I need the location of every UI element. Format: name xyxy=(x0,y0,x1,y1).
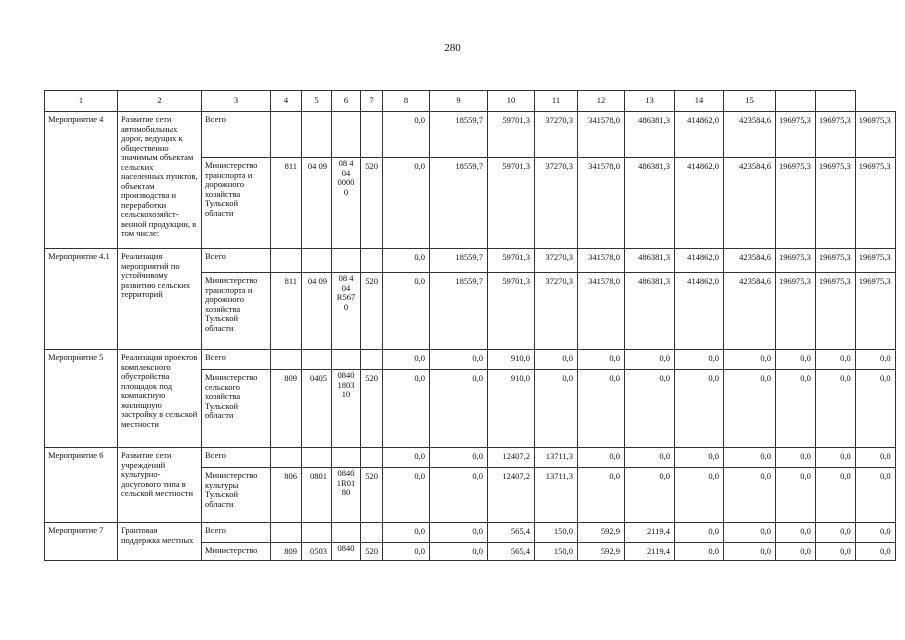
code-cell: 520 xyxy=(361,158,383,249)
table-body xyxy=(45,91,896,561)
value-cell: 0,0 xyxy=(578,468,625,523)
value-cell: 0,0 xyxy=(383,249,430,273)
event-name-cell: Развитие сети учреждений культурно-досугового типа в сельской местности xyxy=(118,448,202,523)
value-cell: 37270,3 xyxy=(535,158,578,249)
table-row xyxy=(45,112,896,158)
header-cell: 8 xyxy=(383,91,430,112)
value-cell: 196975,3 xyxy=(776,273,816,350)
value-cell: 341578,0 xyxy=(578,112,625,158)
value-cell: 414862,0 xyxy=(675,249,724,273)
code-cell xyxy=(332,350,361,370)
value-cell: 0,0 xyxy=(675,523,724,543)
value-cell: 0,0 xyxy=(776,370,816,448)
code-cell: 0801 xyxy=(302,468,332,523)
value-cell: 0,0 xyxy=(855,350,895,370)
value-cell: 196975,3 xyxy=(855,158,895,249)
value-cell: 18559,7 xyxy=(430,273,488,350)
value-cell: 37270,3 xyxy=(535,249,578,273)
header-cell: 11 xyxy=(535,91,578,112)
code-cell xyxy=(361,112,383,158)
header-cell xyxy=(815,91,855,112)
code-cell: 520 xyxy=(361,468,383,523)
code-cell xyxy=(302,249,332,273)
value-cell: 592,9 xyxy=(578,543,625,561)
source-cell: Всего xyxy=(202,112,271,158)
value-cell: 0,0 xyxy=(815,370,855,448)
value-cell: 0,0 xyxy=(776,543,816,561)
source-cell: Всего xyxy=(202,448,271,468)
header-row xyxy=(45,91,896,112)
value-cell: 196975,3 xyxy=(815,112,855,158)
value-cell: 0,0 xyxy=(675,350,724,370)
value-cell: 0,0 xyxy=(675,543,724,561)
value-cell: 0,0 xyxy=(383,158,430,249)
value-cell: 414862,0 xyxy=(675,273,724,350)
value-cell: 0,0 xyxy=(383,112,430,158)
value-cell: 0,0 xyxy=(430,370,488,448)
value-cell: 0,0 xyxy=(675,468,724,523)
value-cell: 0,0 xyxy=(578,370,625,448)
value-cell: 0,0 xyxy=(724,468,776,523)
source-cell: Министерство сельского хозяйства Тульской области xyxy=(202,370,271,448)
code-cell: 0503 xyxy=(302,543,332,561)
value-cell: 2119,4 xyxy=(625,543,675,561)
event-name-cell: Грантовая поддержка местных xyxy=(118,523,202,561)
value-cell: 341578,0 xyxy=(578,249,625,273)
value-cell: 0,0 xyxy=(383,350,430,370)
value-cell: 0,0 xyxy=(625,448,675,468)
value-cell: 0,0 xyxy=(625,350,675,370)
value-cell: 0,0 xyxy=(855,370,895,448)
value-cell: 196975,3 xyxy=(776,249,816,273)
header-cell: 7 xyxy=(361,91,383,112)
value-cell: 0,0 xyxy=(815,350,855,370)
code-cell: 08 4 04 0000 0 xyxy=(332,158,361,249)
value-cell: 150,0 xyxy=(535,543,578,561)
source-cell: Всего xyxy=(202,523,271,543)
value-cell: 0,0 xyxy=(776,523,816,543)
value-cell: 0,0 xyxy=(815,523,855,543)
value-cell: 12407,2 xyxy=(488,468,535,523)
code-cell xyxy=(361,523,383,543)
value-cell: 18559,7 xyxy=(430,158,488,249)
source-cell: Всего xyxy=(202,249,271,273)
source-cell: Министерство транспорта и дорожного хозяйства Тульской области xyxy=(202,158,271,249)
event-cell: Мероприятие 4 xyxy=(45,112,118,249)
source-cell: Министерство культуры Тульской области xyxy=(202,468,271,523)
value-cell: 486381,3 xyxy=(625,273,675,350)
value-cell: 0,0 xyxy=(815,468,855,523)
code-cell: 809 xyxy=(271,543,302,561)
code-cell: 0840 1803 10 xyxy=(332,370,361,448)
value-cell: 0,0 xyxy=(383,468,430,523)
header-cell: 1 xyxy=(45,91,118,112)
value-cell: 341578,0 xyxy=(578,158,625,249)
code-cell xyxy=(332,523,361,543)
value-cell: 565,4 xyxy=(488,523,535,543)
code-cell: 0840 1R01 80 xyxy=(332,468,361,523)
value-cell: 0,0 xyxy=(430,448,488,468)
value-cell: 0,0 xyxy=(675,448,724,468)
value-cell: 196975,3 xyxy=(815,158,855,249)
header-cell: 13 xyxy=(625,91,675,112)
value-cell: 565,4 xyxy=(488,543,535,561)
value-cell: 0,0 xyxy=(855,543,895,561)
value-cell: 0,0 xyxy=(430,350,488,370)
value-cell: 0,0 xyxy=(776,468,816,523)
code-cell: 809 xyxy=(271,370,302,448)
value-cell: 0,0 xyxy=(724,523,776,543)
code-cell: 520 xyxy=(361,543,383,561)
value-cell: 59701,3 xyxy=(488,273,535,350)
value-cell: 59701,3 xyxy=(488,112,535,158)
value-cell: 0,0 xyxy=(535,370,578,448)
value-cell: 423584,6 xyxy=(724,273,776,350)
value-cell: 0,0 xyxy=(625,370,675,448)
value-cell: 18559,7 xyxy=(430,249,488,273)
code-cell xyxy=(302,112,332,158)
table-row xyxy=(45,350,896,370)
value-cell: 196975,3 xyxy=(815,249,855,273)
value-cell: 37270,3 xyxy=(535,112,578,158)
header-cell: 5 xyxy=(302,91,332,112)
header-cell: 15 xyxy=(724,91,776,112)
header-cell: 14 xyxy=(675,91,724,112)
code-cell: 08 4 04 R567 0 xyxy=(332,273,361,350)
value-cell: 196975,3 xyxy=(776,158,816,249)
source-cell: Министерство xyxy=(202,543,271,561)
value-cell: 0,0 xyxy=(383,523,430,543)
value-cell: 0,0 xyxy=(430,468,488,523)
value-cell: 13711,3 xyxy=(535,468,578,523)
value-cell: 0,0 xyxy=(383,543,430,561)
value-cell: 592,9 xyxy=(578,523,625,543)
event-name-cell: Реализация проектов комплексного обустройства площадок под компактную жилищную застройку в сельской местности xyxy=(118,350,202,448)
value-cell: 0,0 xyxy=(625,468,675,523)
code-cell xyxy=(271,112,302,158)
event-cell: Мероприятие 5 xyxy=(45,350,118,448)
value-cell: 0,0 xyxy=(815,543,855,561)
code-cell xyxy=(361,249,383,273)
value-cell: 13711,3 xyxy=(535,448,578,468)
value-cell: 196975,3 xyxy=(855,112,895,158)
source-cell: Всего xyxy=(202,350,271,370)
value-cell: 423584,6 xyxy=(724,158,776,249)
value-cell: 0,0 xyxy=(724,350,776,370)
event-name-cell: Развитие сети автомобильных дорог, ведущих к общественно значимым объектам сельских населенных пунктов, объектам производства и переработки сельскохозяйст-венной продукции, в том числе: xyxy=(118,112,202,249)
value-cell: 196975,3 xyxy=(855,249,895,273)
code-cell xyxy=(271,448,302,468)
budget-table xyxy=(44,90,896,561)
table-row xyxy=(45,448,896,468)
value-cell: 0,0 xyxy=(535,350,578,370)
value-cell: 0,0 xyxy=(383,273,430,350)
page-number: 280 xyxy=(444,42,461,54)
code-cell xyxy=(271,523,302,543)
value-cell: 423584,6 xyxy=(724,112,776,158)
code-cell xyxy=(302,350,332,370)
header-cell: 4 xyxy=(271,91,302,112)
header-cell: 12 xyxy=(578,91,625,112)
value-cell: 0,0 xyxy=(383,448,430,468)
table-row xyxy=(45,249,896,273)
value-cell: 0,0 xyxy=(776,448,816,468)
value-cell: 2119,4 xyxy=(625,523,675,543)
value-cell: 910,0 xyxy=(488,350,535,370)
code-cell: 520 xyxy=(361,273,383,350)
value-cell: 37270,3 xyxy=(535,273,578,350)
table-row xyxy=(45,523,896,543)
value-cell: 18559,7 xyxy=(430,112,488,158)
value-cell: 196975,3 xyxy=(815,273,855,350)
value-cell: 414862,0 xyxy=(675,112,724,158)
code-cell xyxy=(302,448,332,468)
code-cell xyxy=(332,112,361,158)
code-cell xyxy=(332,249,361,273)
value-cell: 0,0 xyxy=(855,468,895,523)
code-cell xyxy=(271,249,302,273)
value-cell: 0,0 xyxy=(430,523,488,543)
value-cell: 0,0 xyxy=(855,448,895,468)
value-cell: 0,0 xyxy=(855,523,895,543)
value-cell: 486381,3 xyxy=(625,112,675,158)
code-cell xyxy=(332,448,361,468)
value-cell: 0,0 xyxy=(724,370,776,448)
value-cell: 12407,2 xyxy=(488,448,535,468)
code-cell: 806 xyxy=(271,468,302,523)
event-cell: Мероприятие 4.1 xyxy=(45,249,118,350)
value-cell: 0,0 xyxy=(776,350,816,370)
event-cell: Мероприятие 7 xyxy=(45,523,118,561)
value-cell: 414862,0 xyxy=(675,158,724,249)
event-name-cell: Реализация мероприятий по устойчивому развитию сельских территорий xyxy=(118,249,202,350)
value-cell: 910,0 xyxy=(488,370,535,448)
value-cell: 486381,3 xyxy=(625,158,675,249)
header-cell xyxy=(776,91,816,112)
value-cell: 341578,0 xyxy=(578,273,625,350)
value-cell: 59701,3 xyxy=(488,249,535,273)
value-cell: 150,0 xyxy=(535,523,578,543)
value-cell: 486381,3 xyxy=(625,249,675,273)
value-cell: 0,0 xyxy=(724,543,776,561)
header-cell: 2 xyxy=(118,91,202,112)
header-cell: 6 xyxy=(332,91,361,112)
event-cell: Мероприятие 6 xyxy=(45,448,118,523)
value-cell: 59701,3 xyxy=(488,158,535,249)
value-cell: 0,0 xyxy=(578,350,625,370)
value-cell: 0,0 xyxy=(724,448,776,468)
value-cell: 0,0 xyxy=(675,370,724,448)
header-cell: 9 xyxy=(430,91,488,112)
value-cell: 0,0 xyxy=(578,448,625,468)
code-cell: 0405 xyxy=(302,370,332,448)
value-cell: 196975,3 xyxy=(776,112,816,158)
code-cell xyxy=(271,350,302,370)
code-cell xyxy=(302,523,332,543)
value-cell: 196975,3 xyxy=(855,273,895,350)
value-cell: 0,0 xyxy=(383,370,430,448)
code-cell: 811 xyxy=(271,158,302,249)
code-cell: 04 09 xyxy=(302,273,332,350)
code-cell xyxy=(361,350,383,370)
code-cell: 04 09 xyxy=(302,158,332,249)
header-cell: 3 xyxy=(202,91,271,112)
value-cell: 0,0 xyxy=(815,448,855,468)
code-cell: 520 xyxy=(361,370,383,448)
source-cell: Министерство транспорта и дорожного хозяйства Тульской области xyxy=(202,273,271,350)
value-cell: 423584,6 xyxy=(724,249,776,273)
code-cell: 0840 xyxy=(332,543,361,561)
code-cell xyxy=(361,448,383,468)
code-cell: 811 xyxy=(271,273,302,350)
header-cell: 10 xyxy=(488,91,535,112)
value-cell: 0,0 xyxy=(430,543,488,561)
